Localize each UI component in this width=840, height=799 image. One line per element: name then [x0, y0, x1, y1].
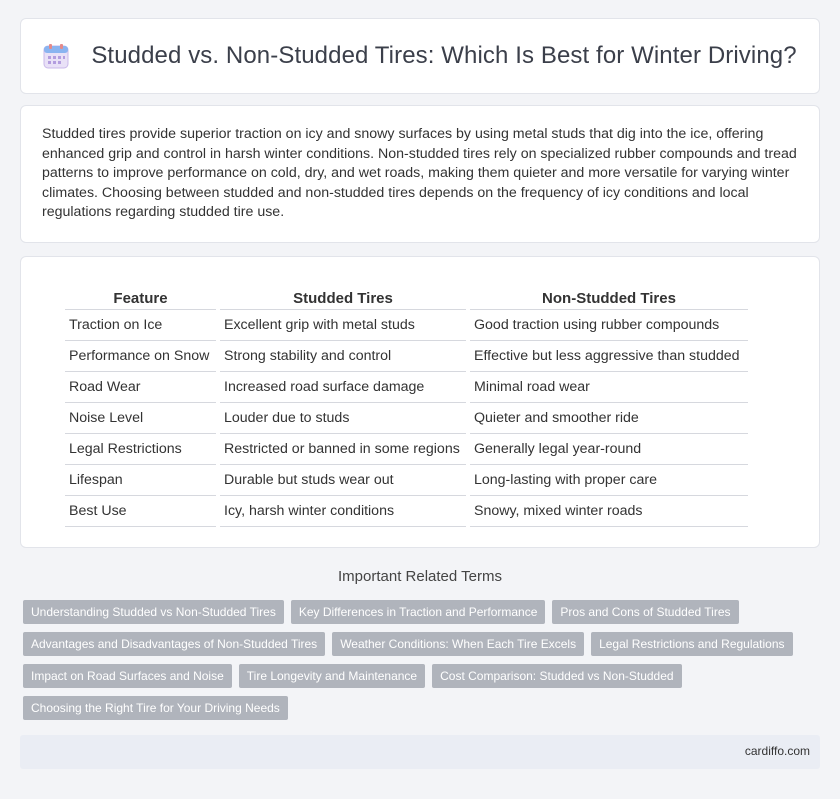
related-term-tag[interactable]: Cost Comparison: Studded vs Non-Studded: [432, 664, 681, 688]
table-cell: Traction on Ice: [65, 310, 216, 341]
footer-site-link[interactable]: cardiffo.com: [744, 744, 810, 758]
related-term-tag[interactable]: Weather Conditions: When Each Tire Excels: [332, 632, 584, 656]
table-row: [65, 465, 748, 496]
footer: [20, 735, 820, 769]
table-cell: Durable but studs wear out: [220, 465, 466, 496]
table-cell: Louder due to studs: [220, 403, 466, 434]
intro-paragraph: Studded tires provide superior traction on icy and snowy surfaces by using metal studs that dig into the ice, offering enhanced grip and control in harsh winter conditions. Non-studded tires rely on specialized rubber compounds and tread patterns to improve performance on cold, dry, and wet roads, making them quieter and more versatile for varying winter climates. Choosing between studded and non-studded tires depends on the frequency of icy conditions and local regulations regarding studded tire use.: [42, 126, 797, 221]
table-cell: Road Wear: [65, 372, 216, 403]
table-cell: Good traction using rubber compounds: [470, 310, 748, 341]
related-term-tag[interactable]: Understanding Studded vs Non-Studded Tires: [23, 600, 284, 624]
table-cell: Minimal road wear: [470, 372, 748, 403]
table-cell: Increased road surface damage: [220, 372, 466, 403]
table-row: [65, 434, 748, 465]
table-row: [65, 403, 748, 434]
related-term-tag[interactable]: Legal Restrictions and Regulations: [591, 632, 792, 656]
related-terms-title: Important Related Terms: [338, 568, 502, 585]
header-feature: Feature: [65, 284, 216, 310]
table-cell: Lifespan: [65, 465, 216, 496]
related-term-tag[interactable]: Choosing the Right Tire for Your Driving Needs: [23, 696, 288, 720]
calendar-icon: [43, 43, 69, 69]
header-studded: Studded Tires: [220, 284, 466, 310]
table-row: [65, 496, 748, 527]
table-cell: Snowy, mixed winter roads: [470, 496, 748, 527]
table-header-row: [65, 284, 748, 310]
table-cell: Generally legal year-round: [470, 434, 748, 465]
table-cell: Long-lasting with proper care: [470, 465, 748, 496]
table-cell: Icy, harsh winter conditions: [220, 496, 466, 527]
table-cell: Legal Restrictions: [65, 434, 216, 465]
table-cell: Noise Level: [65, 403, 216, 434]
related-term-tag[interactable]: Pros and Cons of Studded Tires: [552, 600, 738, 624]
table-cell: Best Use: [65, 496, 216, 527]
table-cell: Excellent grip with metal studs: [220, 310, 466, 341]
table-cell: Performance on Snow: [65, 341, 216, 372]
related-term-tag[interactable]: Key Differences in Traction and Performance: [291, 600, 546, 624]
header-non-studded: Non-Studded Tires: [470, 284, 748, 310]
related-term-tag[interactable]: Advantages and Disadvantages of Non-Studded Tires: [23, 632, 325, 656]
table-row: [65, 372, 748, 403]
table-cell: Quieter and smoother ride: [470, 403, 748, 434]
table-row: [65, 341, 748, 372]
related-term-tag[interactable]: Tire Longevity and Maintenance: [239, 664, 425, 688]
page-title: Studded vs. Non-Studded Tires: Which Is Best for Winter Driving?: [91, 42, 797, 69]
title-card: [20, 18, 820, 94]
related-term-tag[interactable]: Impact on Road Surfaces and Noise: [23, 664, 232, 688]
table-cell: Restricted or banned in some regions: [220, 434, 466, 465]
comparison-card: [20, 256, 820, 548]
table-cell: Strong stability and control: [220, 341, 466, 372]
related-terms-list: [23, 600, 803, 720]
comparison-table: [61, 284, 752, 527]
table-cell: Effective but less aggressive than studded: [470, 341, 748, 372]
intro-card: [20, 105, 820, 243]
table-row: [65, 310, 748, 341]
